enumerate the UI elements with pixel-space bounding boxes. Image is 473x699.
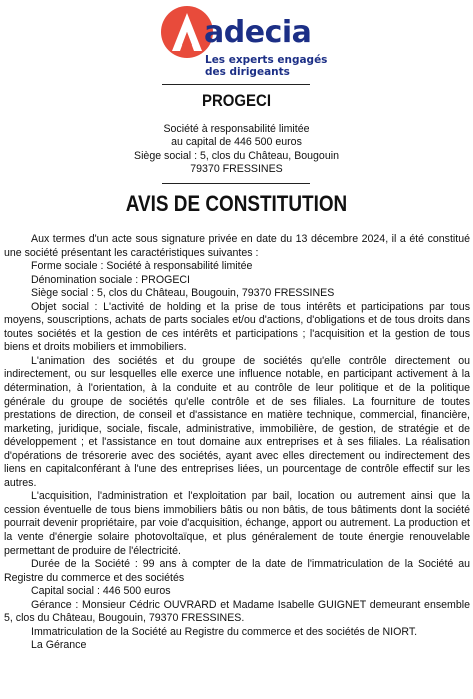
notice-title: AVIS DE CONSTITUTION <box>125 191 348 216</box>
paragraph-management: Gérance : Monsieur Cédric OUVRARD et Madame Isabelle GUIGNET demeurant ensemble 5, clos du Château, Bougouin, 79370 FRESSINES. <box>4 598 470 625</box>
paragraph-duration: Durée de la Société : 99 ans à compter de la date de l'immatriculation de la Société au Registre du commerce et des sociétés <box>4 558 470 584</box>
paragraph-capital: Capital social : 446 500 euros <box>31 585 171 598</box>
paragraph-legal-form: Forme sociale : Société à responsabilité limitée <box>31 260 253 273</box>
adecia-logo <box>160 5 350 85</box>
paragraph-name: Dénomination sociale : PROGECI <box>31 273 190 286</box>
notice-body <box>4 233 470 653</box>
logo-tagline-line2: des dirigeants <box>205 65 290 78</box>
paragraph-intro: Aux termes d'un acte sous signature privée en date du 13 décembre 2024, il a été constitué une société présentant les caractéristiques suivantes : <box>4 233 470 259</box>
logo-tagline <box>205 55 327 78</box>
company-seat-line1: Siège social : 5, clos du Château, Bougouin <box>134 149 339 162</box>
logo-wordmark: adecia <box>204 15 312 50</box>
paragraph-purpose-real-estate: L'acquisition, l'administration et l'exploitation par bail, location ou autrement ainsi que la cession éventuelle de tous biens immobiliers bâtis ou non bâtis, de tous bâtiments dont la société pourrait devenir propriétaire, par voie d'acquisition, échange, apport ou autrement. La production et la vente d'énergie solaire photovoltaïque, et plus généralement de toute énergie renouvelable permettant de produire de l'électricité. <box>4 490 470 557</box>
paragraph-seat: Siège social : 5, clos du Château, Bougouin, 79370 FRESSINES <box>31 287 335 300</box>
paragraph-registration: Immatriculation de la Société au Registre du commerce et des sociétés de NIORT. <box>31 625 418 638</box>
company-name-heading: PROGECI <box>202 91 271 110</box>
top-divider <box>162 84 310 85</box>
middle-divider <box>162 183 310 184</box>
company-details <box>0 123 473 176</box>
paragraph-purpose-animation: L'animation des sociétés et du groupe de sociétés qu'elle contrôle directement ou indirectement, ou sur lesquelles elle exerce une influence notable, en participant activement à la détermination, à l'orientation, à la conduite et au contrôle de leur politique et de la politique générale du groupe de sociétés qu'elle contrôle et de ses filiales. La fourniture de toutes prestations de direction, de conseil et d'assistance en matière technique, commercial, financière, marketing, juridique, sociale, fiscale, administrative, immobilière, de gestion, de stratégie et de développement ; et l'assistance en tout domaine aux entreprises et à ses filiales. La réalisation d'opérations de trésorerie avec des sociétés, ayant avec elles directement ou indirectement des liens en capitalconférant à l'une des entreprises liées, un pourcentage de contrôle effectif sur les autres. <box>4 354 470 489</box>
company-capital: au capital de 446 500 euros <box>171 136 302 149</box>
company-legal-form: Société à responsabilité limitée <box>163 123 310 135</box>
logo-tagline-line1: Les experts engagés <box>205 54 328 66</box>
paragraph-purpose: Objet social : L'activité de holding et la prise de tous intérêts et participations par tous moyens, souscriptions, achats de parts sociales et/ou d'actions, d'obligations et de tous droits dans toutes sociétés et la gestion de ces intérêts et participations ; l'acquisition et la gestion de tous biens et droits mobiliers et immobiliers. <box>4 300 470 354</box>
paragraph-signature: La Gérance <box>31 639 87 652</box>
company-seat-line2: 79370 FRESSINES <box>190 162 283 175</box>
